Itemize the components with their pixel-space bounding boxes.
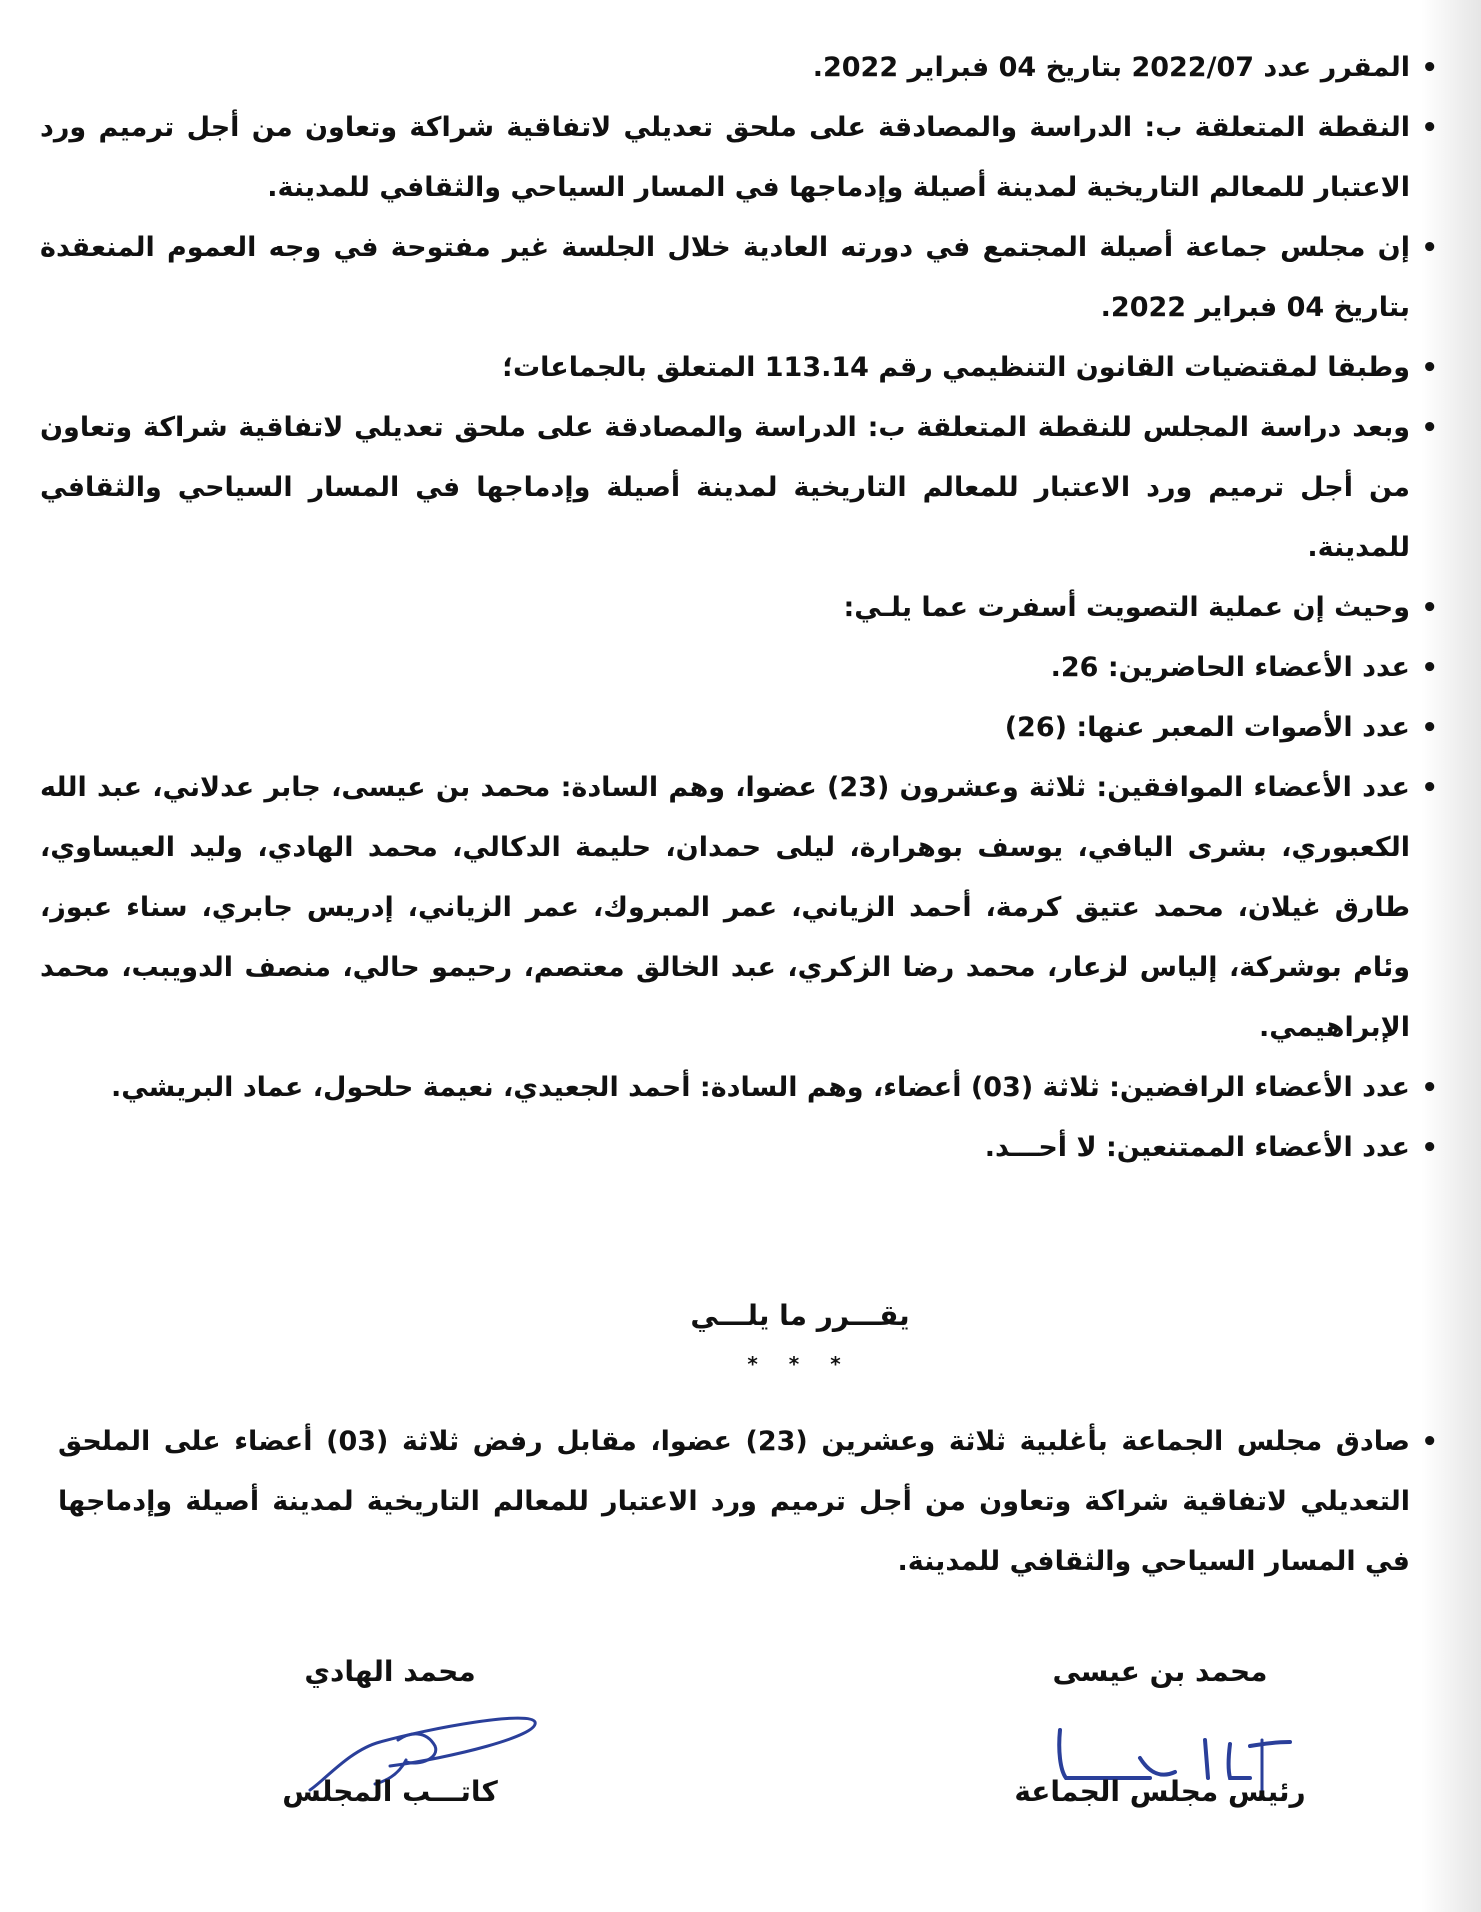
members-in-favor: • عدد الأعضاء الموافقين: ثلاثة وعشرون (23) عضوا، وهم السادة: محمد بن عيسى، جابر عدلاني، عبد الله الكعبوري، بشرى اليافي، يوسف بوهرارة، ليلى حمدان، حليمة الدكالي، محمد الهادي، وليد العيساوي، طارق غيلان، محمد عتيق كرمة، أحمد الزياني، عمر المبروك، عمر الزياني، إدريس جابري، سناء عبوز، وئام بوشركة، إلياس لزعار، محمد رضا الزكري، عبد الخالق معتصم، رحيمو حالي، منصف الدويبب، محمد الإبراهيمي. [40,758,1440,1058]
members-against: • عدد الأعضاء الرافضين: ثلاثة (03) أعضاء، وهم السادة: أحمد الجعيدي، نعيمة حلحول، عماد البريشي. [40,1058,1440,1118]
council-session: • إن مجلس جماعة أصيلة المجتمع في دورته العادية خلال الجلسة غير مفتوحة في وجه العموم المنعقدة بتاريخ 04 فبراير 2022. [40,218,1440,338]
decision-title: يقـــرر ما يلـــي [690,1299,910,1332]
resolution-text: • صادق مجلس الجماعة بأغلبية ثلاثة وعشرين (23) عضوا، مقابل رفض ثلاثة (03) أعضاء على الملحق التعديلي لاتفاقية شراكة وتعاون من أجل ترميم ورد الاعتبار للمعالم التاريخية لمدينة أصيلة وإدماجها في المسار السياحي والثقافي للمدينة. [58,1412,1440,1592]
secretary-signature [230,1650,550,1850]
members-present: • عدد الأعضاء الحاضرين: 26. [40,638,1440,698]
votes-cast: • عدد الأصوات المعبر عنها: (26) [40,698,1440,758]
resolution-list [40,1412,1440,1592]
secretary-title: كاتـــب المجلس [282,1775,498,1808]
council-study: • وبعد دراسة المجلس للنقطة المتعلقة ب: الدراسة والمصادقة على ملحق تعديلي لاتفاقية شراكة وتعاون من أجل ترميم ورد الاعتبار للمعالم التاريخية لمدينة أصيلة وإدماجها في المسار السياحي والثقافي للمدينة. [40,398,1440,578]
signature-block [0,1650,1481,1850]
president-name: محمد بن عيسى [1052,1655,1268,1688]
decision-stars: * * * [747,1352,853,1376]
decision-heading [40,1296,1440,1382]
members-abstaining: • عدد الأعضاء الممتنعين: لا أحـــد. [40,1118,1440,1178]
president-title: رئيس مجلس الجماعة [1014,1775,1306,1808]
agenda-item: • النقطة المتعلقة ب: الدراسة والمصادقة على ملحق تعديلي لاتفاقية شراكة وتعاون من أجل ترميم ورد الاعتبار للمعالم التاريخية لمدينة أصيلة وإدماجها في المسار السياحي والثقافي للمدينة. [40,98,1440,218]
decision-number: • المقرر عدد 2022/07 بتاريخ 04 فبراير 2022. [40,38,1440,98]
decision-bullets [40,38,1440,1178]
president-signature [1000,1650,1320,1850]
legal-basis: • وطبقا لمقتضيات القانون التنظيمي رقم 113.14 المتعلق بالجماعات؛ [40,338,1440,398]
decision-document [40,38,1440,1592]
secretary-name: محمد الهادي [304,1655,476,1688]
vote-result-intro: • وحيث إن عملية التصويت أسفرت عما يلـي: [40,578,1440,638]
